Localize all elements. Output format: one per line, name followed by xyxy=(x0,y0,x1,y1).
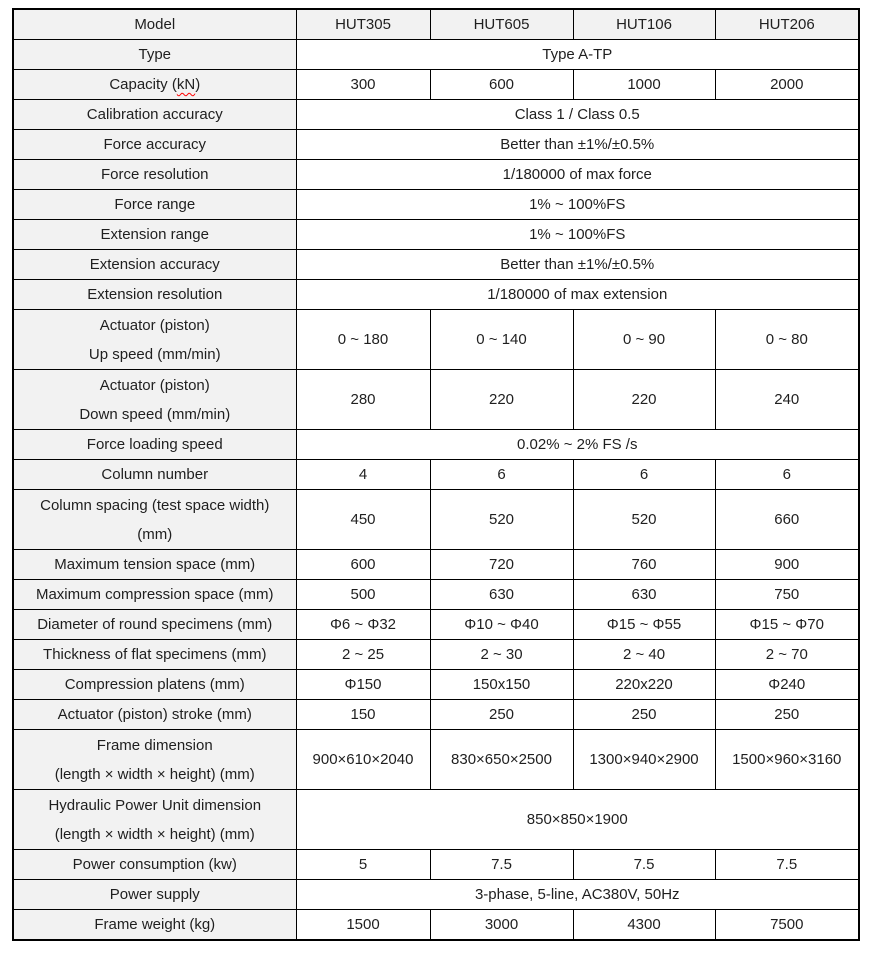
row-label-line: Actuator (piston) stroke (mm) xyxy=(57,706,252,723)
row-label-line: Force resolution xyxy=(100,166,209,183)
value-cell: 900 xyxy=(715,550,859,580)
row-label xyxy=(13,160,296,190)
row-label xyxy=(13,880,296,910)
column-header-label xyxy=(13,9,296,40)
value-cell: 2 ~ 40 xyxy=(573,640,715,670)
value-cell: 7500 xyxy=(715,910,859,941)
value-cell: 7.5 xyxy=(715,850,859,880)
table-row xyxy=(13,9,859,40)
value-cell: 0 ~ 180 xyxy=(296,310,430,370)
value-cell: 760 xyxy=(573,550,715,580)
row-label xyxy=(13,790,296,850)
table-row xyxy=(13,880,859,910)
value-cell: 520 xyxy=(430,490,573,550)
value-cell: Φ6 ~ Φ32 xyxy=(296,610,430,640)
value-cell: 0 ~ 140 xyxy=(430,310,573,370)
value-cell: 250 xyxy=(573,700,715,730)
spanned-value-cell: Better than ±1%/±0.5% xyxy=(296,130,859,160)
value-cell: 450 xyxy=(296,490,430,550)
row-label-line: Column number xyxy=(101,466,209,483)
table-row xyxy=(13,550,859,580)
spanned-value-cell: Type A-TP xyxy=(296,40,859,70)
row-label-line: (mm) xyxy=(137,525,173,543)
value-cell: 0 ~ 90 xyxy=(573,310,715,370)
value-cell: 830×650×2500 xyxy=(430,730,573,790)
row-label-line: Diameter of round specimens (mm) xyxy=(37,616,273,633)
row-label-line: Force loading speed xyxy=(86,436,223,453)
row-label-line: Maximum compression space (mm) xyxy=(35,586,274,603)
value-cell: 220 xyxy=(430,370,573,430)
row-label-line: Force range xyxy=(114,196,196,213)
row-label-line: Extension accuracy xyxy=(89,256,220,273)
value-cell: 1300×940×2900 xyxy=(573,730,715,790)
model-header-cell: HUT605 xyxy=(430,9,573,40)
row-label-line: Actuator (piston) xyxy=(99,316,210,334)
value-cell: 5 xyxy=(296,850,430,880)
row-label-line: Up speed (mm/min) xyxy=(88,345,221,363)
value-cell: 150x150 xyxy=(430,670,573,700)
value-cell: 240 xyxy=(715,370,859,430)
row-label xyxy=(13,490,296,550)
table-row xyxy=(13,310,859,370)
row-label xyxy=(13,730,296,790)
value-cell: 7.5 xyxy=(573,850,715,880)
spanned-value-cell: 1% ~ 100%FS xyxy=(296,220,859,250)
label-text: Capacity ( xyxy=(109,76,177,93)
value-cell: 6 xyxy=(430,460,573,490)
row-label xyxy=(13,910,296,941)
row-label-line: Type xyxy=(138,46,172,63)
row-label-line: (length × width × height) (mm) xyxy=(54,765,255,783)
spanned-value-cell: Class 1 / Class 0.5 xyxy=(296,100,859,130)
value-cell: 520 xyxy=(573,490,715,550)
spanned-value-cell: Better than ±1%/±0.5% xyxy=(296,250,859,280)
table-row xyxy=(13,190,859,220)
value-cell: 300 xyxy=(296,70,430,100)
spec-table-wrap xyxy=(12,8,860,941)
table-row xyxy=(13,100,859,130)
row-label xyxy=(13,250,296,280)
table-row xyxy=(13,700,859,730)
value-cell: Φ240 xyxy=(715,670,859,700)
spanned-value-cell: 0.02% ~ 2% FS /s xyxy=(296,430,859,460)
value-cell: 6 xyxy=(715,460,859,490)
table-row xyxy=(13,130,859,160)
table-row xyxy=(13,670,859,700)
table-row xyxy=(13,430,859,460)
row-label-line: Column spacing (test space width) xyxy=(40,496,270,514)
row-label-line: Hydraulic Power Unit dimension xyxy=(48,796,262,814)
row-label xyxy=(13,460,296,490)
row-label-line: Frame dimension xyxy=(96,736,213,754)
value-cell: 720 xyxy=(430,550,573,580)
row-label-line: Down speed (mm/min) xyxy=(79,405,231,423)
value-cell: 150 xyxy=(296,700,430,730)
table-row xyxy=(13,370,859,430)
row-label-line: Force accuracy xyxy=(103,136,207,153)
value-cell: Φ150 xyxy=(296,670,430,700)
row-label xyxy=(13,580,296,610)
row-label-line: Model xyxy=(134,16,176,33)
value-cell: 660 xyxy=(715,490,859,550)
table-row xyxy=(13,160,859,190)
value-cell: 280 xyxy=(296,370,430,430)
spanned-value-cell: 1% ~ 100%FS xyxy=(296,190,859,220)
table-row xyxy=(13,610,859,640)
row-label xyxy=(13,670,296,700)
row-label xyxy=(13,700,296,730)
row-label-line: Extension range xyxy=(100,226,209,243)
row-label-line: Maximum tension space (mm) xyxy=(54,556,256,573)
row-label xyxy=(13,610,296,640)
table-row xyxy=(13,640,859,670)
table-row xyxy=(13,40,859,70)
spec-table-body xyxy=(13,9,859,940)
table-row xyxy=(13,790,859,850)
table-row xyxy=(13,910,859,941)
spellcheck-underline-text: kN xyxy=(176,76,196,93)
table-row xyxy=(13,730,859,790)
value-cell: 630 xyxy=(430,580,573,610)
value-cell: 250 xyxy=(715,700,859,730)
spanned-value-cell: 1/180000 of max extension xyxy=(296,280,859,310)
value-cell: 2 ~ 70 xyxy=(715,640,859,670)
value-cell: 7.5 xyxy=(430,850,573,880)
value-cell: 900×610×2040 xyxy=(296,730,430,790)
model-header-cell: HUT305 xyxy=(296,9,430,40)
row-label xyxy=(13,220,296,250)
value-cell: 220 xyxy=(573,370,715,430)
value-cell: 600 xyxy=(296,550,430,580)
row-label-line: (length × width × height) (mm) xyxy=(54,825,255,843)
table-row xyxy=(13,220,859,250)
row-label xyxy=(13,190,296,220)
row-label-line: Frame weight (kg) xyxy=(94,916,216,933)
value-cell: 250 xyxy=(430,700,573,730)
row-label xyxy=(13,430,296,460)
value-cell: Φ15 ~ Φ55 xyxy=(573,610,715,640)
value-cell: 630 xyxy=(573,580,715,610)
row-label xyxy=(13,640,296,670)
value-cell: 2 ~ 30 xyxy=(430,640,573,670)
value-cell: Φ15 ~ Φ70 xyxy=(715,610,859,640)
row-label-line: Power consumption (kw) xyxy=(72,856,237,873)
row-label xyxy=(13,130,296,160)
value-cell: 2000 xyxy=(715,70,859,100)
table-row xyxy=(13,250,859,280)
table-row xyxy=(13,490,859,550)
model-header-cell: HUT106 xyxy=(573,9,715,40)
value-cell: 1500×960×3160 xyxy=(715,730,859,790)
value-cell: 2 ~ 25 xyxy=(296,640,430,670)
value-cell: 4300 xyxy=(573,910,715,941)
table-row xyxy=(13,580,859,610)
row-label xyxy=(13,850,296,880)
row-label-line: Thickness of flat specimens (mm) xyxy=(43,646,267,663)
value-cell: 6 xyxy=(573,460,715,490)
table-row xyxy=(13,70,859,100)
row-label-line: Actuator (piston) xyxy=(99,376,210,394)
row-label-line: Compression platens (mm) xyxy=(64,676,245,693)
spec-table xyxy=(12,8,860,941)
row-label xyxy=(13,100,296,130)
value-cell: 220x220 xyxy=(573,670,715,700)
table-row xyxy=(13,460,859,490)
value-cell: 1000 xyxy=(573,70,715,100)
row-label-text xyxy=(16,70,294,99)
row-label xyxy=(13,280,296,310)
value-cell: 500 xyxy=(296,580,430,610)
spanned-value-cell: 3-phase, 5-line, AC380V, 50Hz xyxy=(296,880,859,910)
row-label-line: Extension resolution xyxy=(87,286,223,303)
table-row xyxy=(13,850,859,880)
value-cell: 0 ~ 80 xyxy=(715,310,859,370)
spanned-value-cell: 1/180000 of max force xyxy=(296,160,859,190)
value-cell: 3000 xyxy=(430,910,573,941)
value-cell: Φ10 ~ Φ40 xyxy=(430,610,573,640)
table-row xyxy=(13,280,859,310)
label-text: ) xyxy=(195,76,201,93)
row-label-line: Calibration accuracy xyxy=(86,106,223,123)
row-label-line: Power supply xyxy=(109,886,200,903)
value-cell: 4 xyxy=(296,460,430,490)
row-label xyxy=(13,370,296,430)
row-label xyxy=(13,550,296,580)
spanned-value-cell: 850×850×1900 xyxy=(296,790,859,850)
value-cell: 600 xyxy=(430,70,573,100)
row-label xyxy=(13,310,296,370)
value-cell: 750 xyxy=(715,580,859,610)
value-cell: 1500 xyxy=(296,910,430,941)
row-label xyxy=(13,70,296,100)
model-header-cell: HUT206 xyxy=(715,9,859,40)
row-label xyxy=(13,40,296,70)
